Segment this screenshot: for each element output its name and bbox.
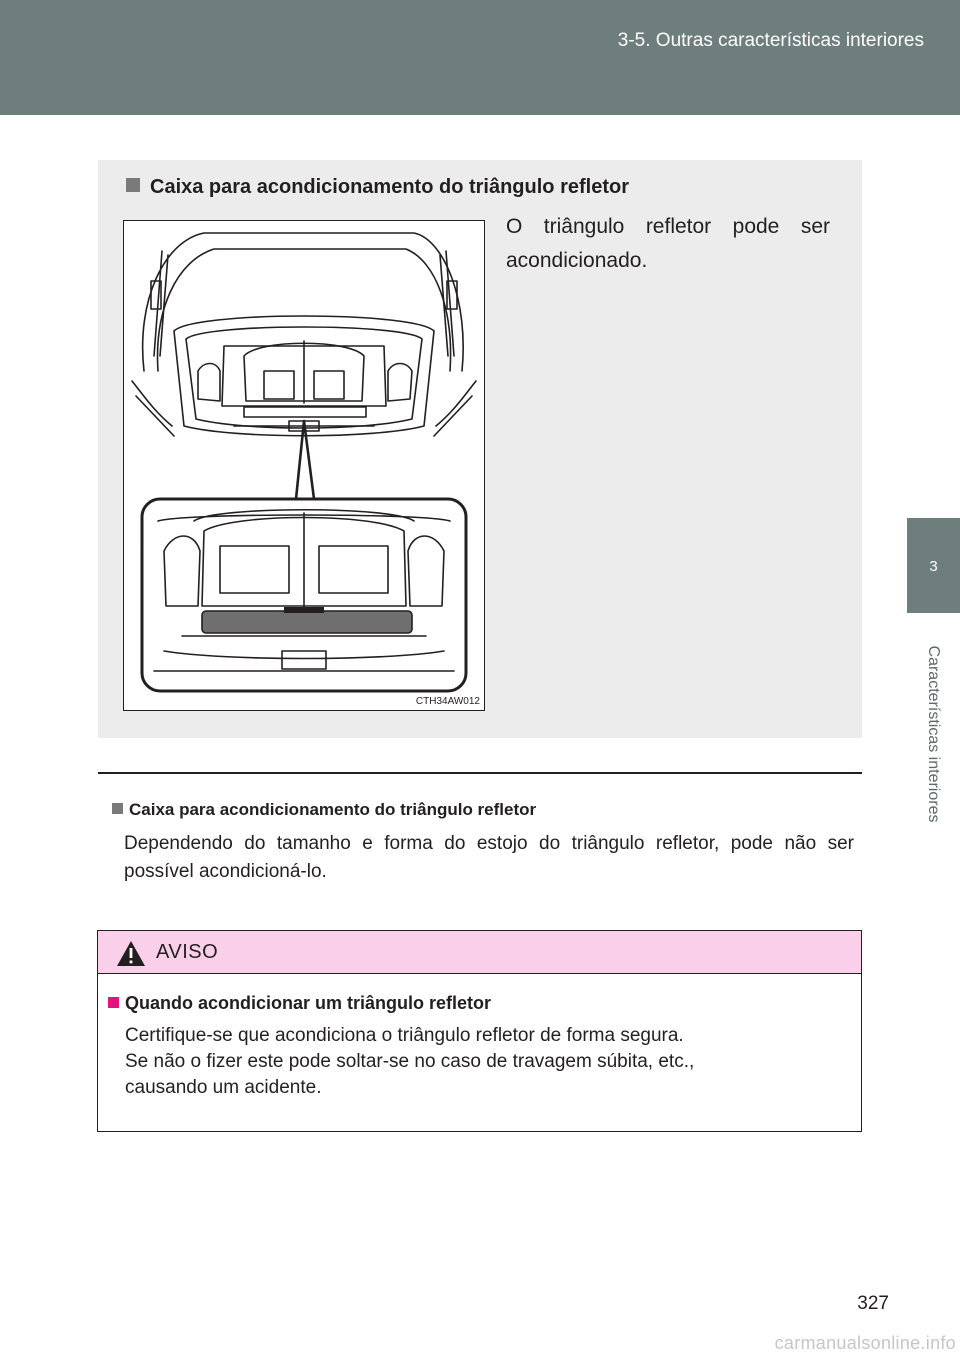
warning-subheading-text: Quando acondicionar um triângulo refletor <box>125 993 492 1013</box>
warning-line: Se não o fizer este pode soltar-se no caso de travagem súbita, etc., <box>125 1051 695 1072</box>
chapter-tab <box>907 518 960 613</box>
watermark: carmanualsonline.info <box>774 1333 956 1353</box>
trunk-drawing <box>124 221 484 710</box>
chapter-number: 3 <box>929 558 938 575</box>
panel-body-text: O triângulo refletor pode ser acondicionado. <box>506 215 830 272</box>
note-heading-text: Caixa para acondicionamento do triângulo refletor <box>129 800 537 819</box>
warning-title: AVISO <box>156 941 219 963</box>
square-bullet-icon <box>112 803 123 814</box>
panel-heading <box>126 176 629 199</box>
warning-line: Certifique-se que acondiciona o triângulo refletor de forma segura. <box>125 1025 684 1046</box>
panel-heading-text: Caixa para acondicionamento do triângulo refletor <box>150 176 629 198</box>
trunk-illustration <box>123 220 485 711</box>
square-bullet-icon <box>108 997 119 1008</box>
note-section <box>112 800 854 886</box>
page-number: 327 <box>857 1293 889 1314</box>
warning-line: causando um acidente. <box>125 1077 322 1098</box>
info-panel <box>98 160 862 738</box>
warning-body <box>125 1023 845 1101</box>
warning-box <box>97 930 862 1132</box>
warning-header <box>98 931 861 974</box>
section-divider <box>98 772 862 774</box>
note-body-text: Dependendo do tamanho e forma do estojo do triângulo refletor, pode não ser possível acondicioná-lo. <box>124 833 854 882</box>
square-bullet-icon <box>126 178 140 192</box>
note-heading <box>112 800 854 820</box>
chapter-label: Características interiores <box>925 645 942 823</box>
section-title: 3-5. Outras características interiores <box>617 30 924 51</box>
header-band <box>0 0 960 115</box>
warning-subheading <box>108 993 491 1014</box>
warning-triangle-icon <box>116 940 146 967</box>
figure-code: CTH34AW012 <box>415 696 480 707</box>
